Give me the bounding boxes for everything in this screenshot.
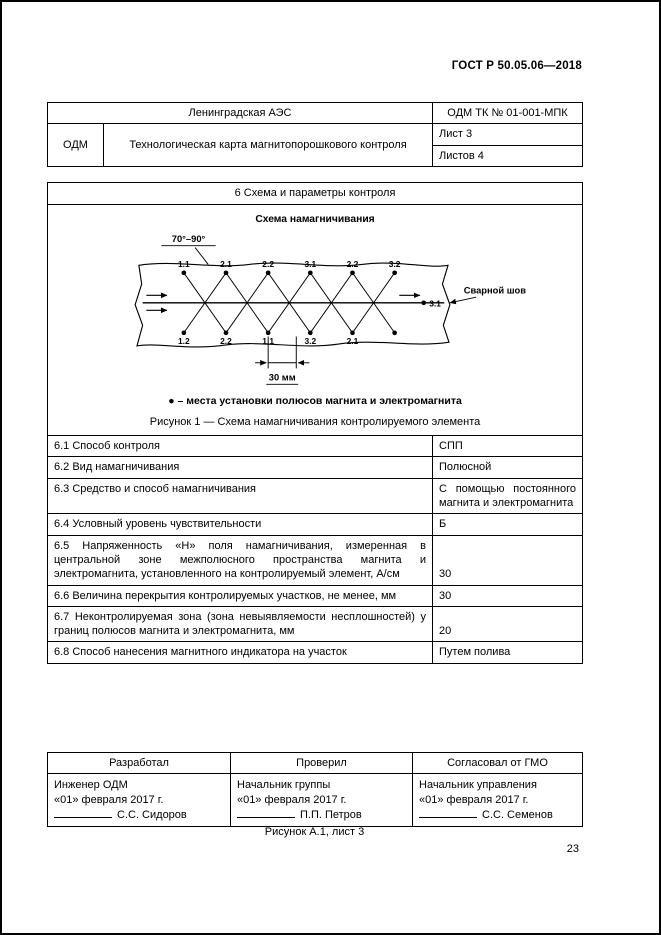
sig-role-developed: Разработал [48, 753, 231, 774]
sig-role-checked: Проверил [231, 753, 413, 774]
param-value-6-2: Полюсной [433, 457, 583, 478]
param-row-6-8 [48, 642, 583, 663]
dimension-label: 30 мм [268, 372, 296, 383]
magnetization-figure [48, 211, 582, 393]
param-name-6-2: 6.2 Вид намагничивания [48, 457, 433, 478]
dept-abbr: ОДМ [48, 124, 104, 167]
param-row-6-3 [48, 478, 583, 514]
param-row-6-1 [48, 436, 583, 457]
header-table [47, 102, 583, 167]
sheet-number: Лист 3 [433, 124, 583, 145]
param-name-6-5: 6.5 Напряженность «Н» поля намагничивания, измеренная в центральной зоне межполюсного пространства магнита и электромагнита, установленного на контролируемый элемент, А/см [48, 535, 433, 585]
param-value-6-1: СПП [433, 436, 583, 457]
bottom-pole-label-1: 1.2 [177, 335, 190, 346]
param-row-6-7 [48, 606, 583, 642]
top-pole-label-5: 2.2 [346, 259, 359, 270]
section-header-row [48, 182, 583, 204]
sheets-total: Листов 4 [433, 145, 583, 166]
top-pole-label-1: 1.1 [177, 259, 190, 270]
param-value-6-4: Б [433, 514, 583, 535]
param-row-6-5 [48, 535, 583, 585]
sig-date: «01» февраля 2017 г. [237, 793, 347, 806]
sig-position: Инженер ОДМ [54, 779, 128, 792]
figure-legend: ● – места установки полюсов магнита и электромагнита [168, 395, 462, 408]
station-name: Ленинградская АЭС [48, 103, 433, 124]
figure-title: Схема намагничивания [255, 214, 375, 226]
sig-cell-developed [48, 774, 231, 827]
sig-role-approved: Согласовал от ГМО [413, 753, 583, 774]
header-row-1 [48, 103, 583, 124]
param-value-6-6: 30 [433, 585, 583, 606]
parameters-table [47, 182, 583, 664]
param-row-6-6 [48, 585, 583, 606]
param-row-6-4 [48, 514, 583, 535]
magnetization-scheme-svg [90, 211, 540, 389]
signature-block [47, 752, 582, 827]
signature-line [54, 807, 112, 818]
bottom-pole-label-3: 1.1 [262, 335, 275, 346]
doc-title: Технологическая карта магнитопорошкового контроля [104, 124, 433, 167]
sig-position: Начальник управления [419, 779, 537, 792]
top-pole-label-6: 3.2 [388, 259, 401, 270]
signature-header-row [48, 753, 583, 774]
param-value-6-7: 20 [433, 606, 583, 642]
sig-cell-approved [413, 774, 583, 827]
param-value-6-5: 30 [433, 535, 583, 585]
param-name-6-3: 6.3 Средство и способ намагничивания [48, 478, 433, 514]
bottom-pole-label-4: 3.2 [304, 335, 317, 346]
sig-name: С.С. Сидоров [117, 808, 187, 821]
weld-seam-label: Сварной шов [463, 285, 527, 296]
gost-number: ГОСТ Р 50.05.06—2018 [451, 60, 582, 72]
param-name-6-8: 6.8 Способ нанесения магнитного индикатора на участок [48, 642, 433, 663]
top-pole-label-4: 3.1 [304, 259, 317, 270]
bottom-pole-label-5: 2.1 [346, 335, 359, 346]
bottom-pole-label-6: 3.1 [429, 298, 442, 309]
param-name-6-6: 6.6 Величина перекрытия контролируемых участков, не менее, мм [48, 585, 433, 606]
param-name-6-1: 6.1 Способ контроля [48, 436, 433, 457]
signature-table [47, 752, 583, 827]
sheet-caption: Рисунок А.1, лист 3 [264, 826, 365, 838]
figure-cell [48, 204, 583, 435]
signature-body-row [48, 774, 583, 827]
signature-line [237, 807, 295, 818]
sig-name: С.С. Семенов [482, 808, 553, 821]
sig-date: «01» февраля 2017 г. [419, 793, 529, 806]
top-pole-label-2: 2.1 [220, 259, 232, 270]
param-value-6-3: С помощью постоянного магнита и электромагнита [433, 478, 583, 514]
angle-label: 70°–90° [171, 233, 206, 244]
bottom-pole-labels [178, 298, 441, 345]
signature-line [419, 807, 477, 818]
sig-position: Начальник группы [237, 779, 331, 792]
weld-label-leader [450, 297, 476, 303]
doc-code: ОДМ ТК № 01-001-МПК [433, 103, 583, 124]
section-title: 6 Схема и параметры контроля [48, 182, 583, 204]
param-name-6-7: 6.7 Неконтролируемая зона (зона невыявляемости несплошностей) у границ полюсов магнита и электромагнита, мм [48, 606, 433, 642]
figure-caption: Рисунок 1 — Схема намагничивания контролируемого элемента [149, 415, 481, 428]
top-pole-label-3: 2.2 [262, 259, 275, 270]
param-row-6-2 [48, 457, 583, 478]
param-name-6-4: 6.4 Условный уровень чувствительности [48, 514, 433, 535]
header-row-2 [48, 124, 583, 145]
param-value-6-8: Путем полива [433, 642, 583, 663]
bottom-pole-label-2: 2.2 [220, 335, 232, 346]
figure-row [48, 204, 583, 435]
page-number: 23 [566, 843, 579, 855]
sig-date: «01» февраля 2017 г. [54, 793, 164, 806]
sig-cell-checked [231, 774, 413, 827]
sig-name: П.П. Петров [300, 808, 362, 821]
